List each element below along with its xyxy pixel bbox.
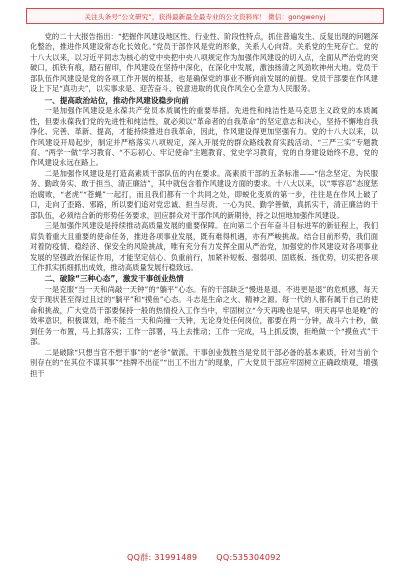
section-heading-2: 二、破除“三种心态”，激发干事创业热情 (44, 274, 184, 284)
section-2-paragraph-1: 一是克服“当一天和尚敲一天钟”的“躺平”心态。有的干部缺乏“慢进是退、不进更是退”的危机感，每天安于现状甚至得过且过的“躺平”和“摸鱼”心态。斗志是生命之火、精神之源。每一代的人都有属于自己的使命和挑战，广大党员干部要保持一般的热情投入工作当中，牢固树立“今天再晚也是早，明天再早也是晚”的效率意识，积极谋划，绝不能当一天和尚撞一天钟，无论身处任何岗位，都要在两一分钟，战斗六十秒，做到任务一布置，马上抓落实；工作一部署，马上去推动；工作一完成，马上抓反馈，拒绝做一个“摸鱼式”干部。 (30, 284, 378, 347)
section-1-paragraph-1: 一是加强作风建设是永葆共产党员本质属性的重要举措。先进性和纯洁性是马克思主义政党的本质属性，但要永葆我们党的先进性和纯洁性，就必须以“革命者的自我革命”的坚定意志和决心，坚持不懈地自我净化、完善、革新、提高，才能持续推进自我革命，因此，作风建设得更加坚强有力。党的十八大以来，以作风建设开局起步，制定并严格落实八项规定，深入开展党的群众路线教育实践活动、“三严三实”专题教育、“两学一做”学习教育、“不忘初心、牢记使命”主题教育、党史学习教育，党的自身建设始终不息，党的作风建设永远在路上。 (30, 106, 378, 168)
section-1-paragraph-3: 三是加强作风建设是持续推动高质量发展的重要保障。在向第二个百年奋斗目标进军的新征程上，我们肩负着重大且重要的使命任务，推进各项事业发展，既有难得机遇，亦有严峻挑战。结合目前形势，我们面对着防疫情、稳经济、保安全的风险挑战，唯有充分有力发挥全面从严治党，加强党的作风建设对各项事业发展的坚强政治保证作用，才能坚定信心、负重前行，加紧补短板、强弱项、固底板、扬优势，切实把各项工作抓实抓细抓出成效，推动高质量发展行稳致远。 (30, 221, 378, 272)
footer-qq: QQ:535304092 (216, 553, 281, 562)
footer-contact (0, 552, 408, 563)
intro-paragraph: 党的二十大报告指出：“把握作风建设地区性、行业性、阶段性特点，抓住普遍发生、反复出现的问题深化整治，推进作风建设常态化长效化。”党员干部作风是党的形象，关系人心向背。关系党的生死存亡。党的十八大以来，以习近平同志为核心的党中央把中央八项规定作为加强作风建设的切入点，全面从严治党的突破口，抓铁有痕，踏石留印，作风建设在坚持中深化，在深化中发展，激浊扬清之风劲吹神州大地。党员干部队伍作风建设是党的各项工作开展的根基，也是确保党的事业不断向前发展的前提。党员干部要在作风建设上下足“真功夫”，以实事求是、迎苦奋斗、锐意进取的优良作风全心全意为人民服务。 (30, 32, 378, 94)
section-heading-1: 一、提高政治站位，推动作风建设稳步向前 (44, 95, 189, 105)
section-1-paragraph-2: 二是加强作风建设是打造高素质干部队伍的内在要求。高素质干部的五条标准——“信念坚定、为民服务、勤政务实、敢于担当、清正廉洁”，其中就包含着作风建设方面的要求。十八大以来，以“零容忍”态度惩治腐败，“老虎”“苍蝇”一起打，而且我们都有一个共同之处，即蜕化变质的第一步，往往是在作风上破了口，走向了歪路、邪路，所以要们追对党忠诚、担当尽责、一心为民、勤学善做，真抓实干，清正廉洁的干部队伍，必须结合新的形势任务要求，回应群众对干部作风的新期待，持之以恒地加强作风建设。 (30, 168, 378, 220)
header-banner: 关注头条号“公文研究”，获得最新最全最专业的公文资料库！ 微信：gongwenyj (26, 8, 384, 24)
section-2-paragraph-2: 二是破除“只想当官不想干事”的“老爷”做派。干事创业鼓胜当是党员干部必备的基本素质，针对当前个别存在的“在其位不谋其事”“挂牌不出征”“出工不出力”的现象，广大党员干部应牢固树立正确政绩观，增强担干 (30, 347, 378, 378)
document-body (30, 32, 378, 548)
footer-qq-group: QQ群: 31991489 (127, 553, 198, 562)
